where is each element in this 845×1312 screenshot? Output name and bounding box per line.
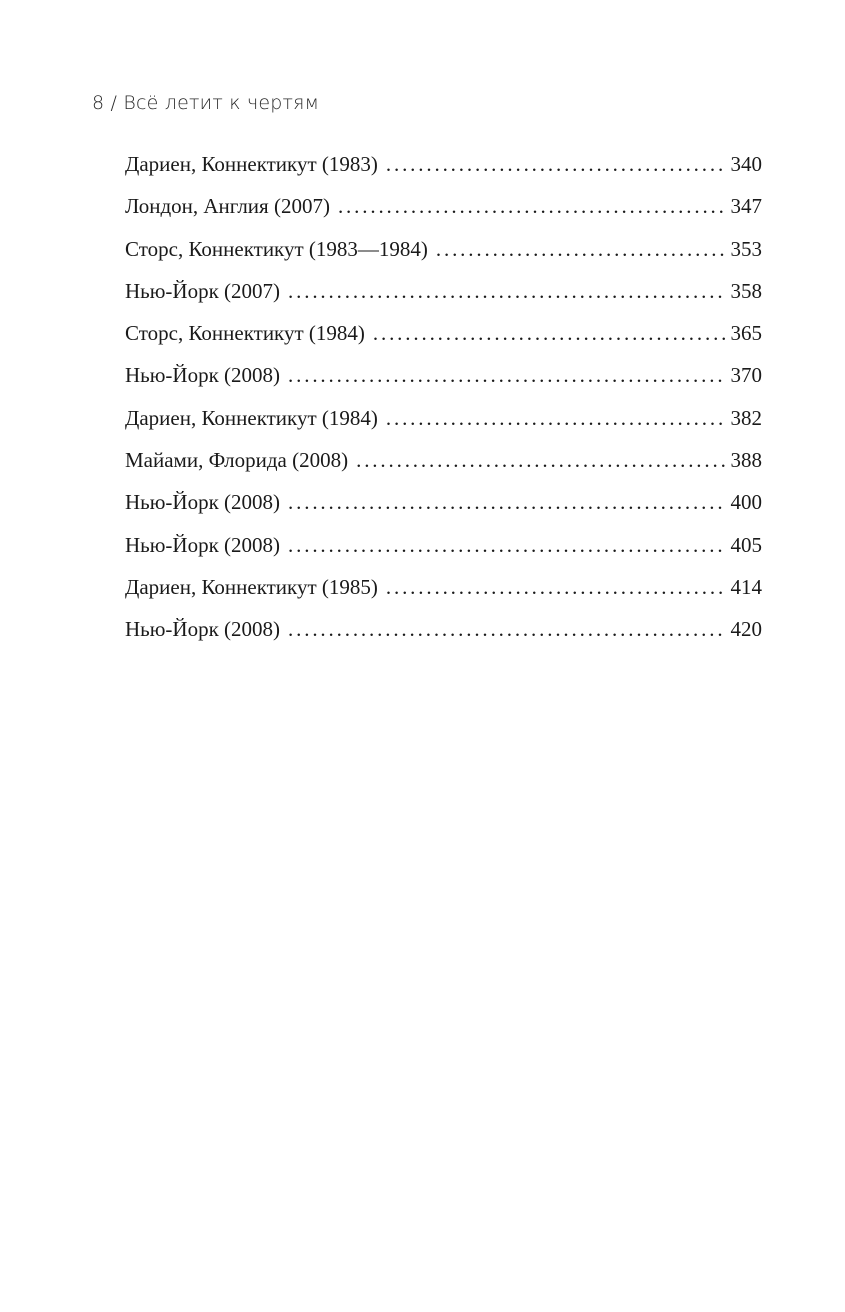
toc-entry-title: Лондон, Англия (2007) — [125, 194, 330, 219]
toc-entry-title: Сторс, Коннектикут (1984) — [125, 321, 365, 346]
toc-dot-leader — [373, 321, 725, 346]
toc-entry-page: 370 — [730, 363, 762, 388]
toc-entry-title: Дариен, Коннектикут (1983) — [125, 152, 378, 176]
toc-dot-leader — [288, 363, 724, 388]
toc-dot-leader — [288, 617, 724, 642]
table-of-contents — [125, 152, 762, 660]
toc-entry-title: Дариен, Коннектикут (1985) — [125, 574, 378, 599]
toc-entry-page: 414 — [730, 574, 762, 599]
toc-entry-page: 340 — [730, 152, 762, 176]
toc-entry-page: 358 — [730, 278, 762, 303]
toc-dot-leader — [386, 406, 725, 431]
toc-entry-page: 353 — [730, 236, 762, 261]
toc-entry — [125, 321, 762, 363]
toc-entry-page: 388 — [730, 448, 762, 473]
toc-dot-leader — [288, 533, 724, 558]
toc-entry-page: 405 — [730, 532, 762, 557]
toc-entry-title: Сторс, Коннектикут (1983—1984) — [125, 236, 428, 261]
toc-entry — [125, 575, 762, 617]
toc-entry-title: Нью-Йорк (2007) — [125, 278, 281, 303]
toc-entry — [125, 406, 762, 448]
toc-entry-title: Дариен, Коннектикут (1984) — [125, 405, 378, 430]
running-head: 8 / Всё летит к чертям — [92, 92, 320, 114]
toc-entry — [125, 533, 762, 575]
toc-entry — [125, 194, 762, 236]
toc-entry — [125, 279, 762, 321]
toc-entry-page: 420 — [730, 617, 762, 642]
toc-entry — [125, 448, 762, 490]
toc-entry-page: 365 — [730, 321, 762, 346]
toc-entry — [125, 617, 762, 659]
toc-entry — [125, 490, 762, 532]
toc-dot-leader — [386, 575, 725, 600]
toc-entry — [125, 152, 762, 194]
toc-entry-page: 382 — [730, 405, 762, 430]
toc-entry-page: 400 — [730, 490, 762, 515]
toc-entry-title: Нью-Йорк (2008) — [125, 363, 281, 388]
toc-dot-leader — [288, 279, 724, 304]
toc-dot-leader — [386, 152, 725, 177]
toc-dot-leader — [338, 194, 725, 219]
toc-dot-leader — [288, 490, 724, 515]
toc-dot-leader — [356, 448, 724, 473]
toc-entry-title: Майами, Флорида (2008) — [125, 448, 349, 473]
toc-entry-page: 347 — [730, 194, 762, 219]
toc-entry-title: Нью-Йорк (2008) — [125, 532, 281, 557]
toc-entry-title: Нью-Йорк (2008) — [125, 617, 281, 642]
toc-entry — [125, 237, 762, 279]
toc-dot-leader — [436, 237, 725, 262]
toc-entry-title: Нью-Йорк (2008) — [125, 490, 281, 515]
toc-entry — [125, 363, 762, 405]
